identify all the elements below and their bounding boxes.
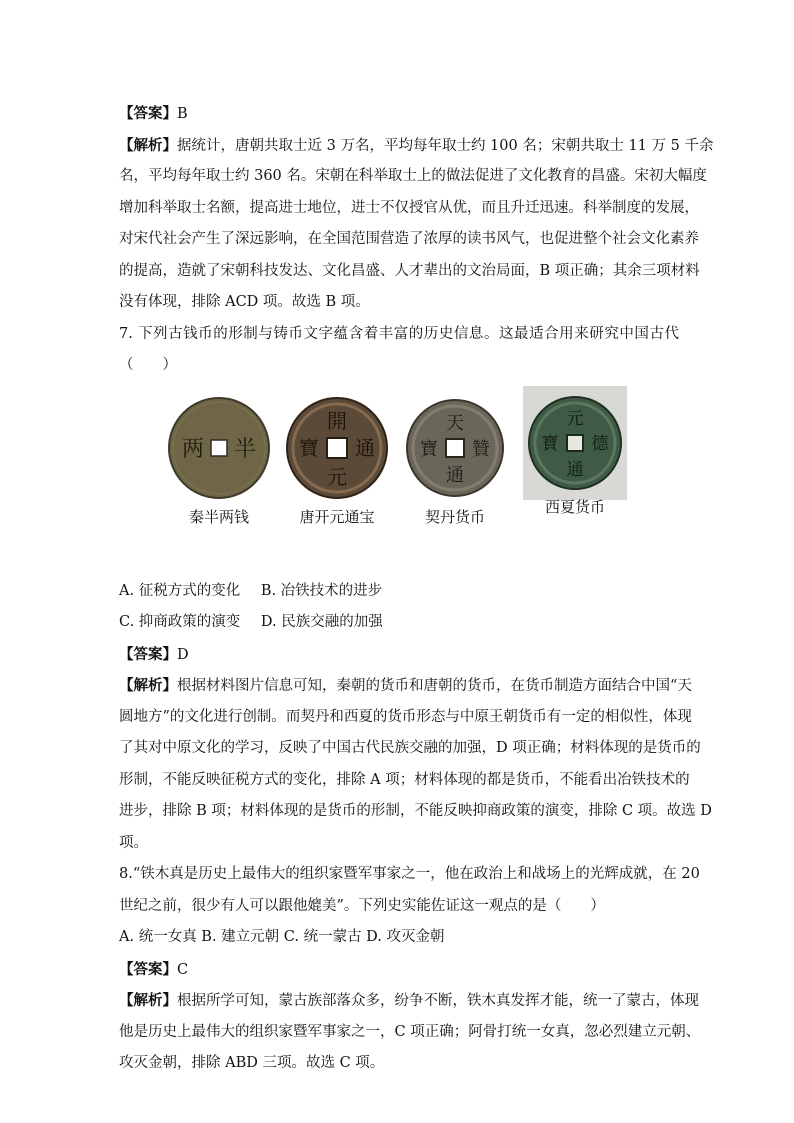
q6-analysis-line: 名，平均每年取士约 360 名。宋朝在科举取士上的做法促进了文化教育的昌盛。宋初大幅度 [119, 168, 707, 184]
q6-analysis-text: 据统计，唐朝共取士近 3 万名，平均每年取士约 100 名；宋朝共取士 11 万 5 千余 [177, 137, 714, 154]
coin-char: 元 [327, 464, 347, 489]
coin-caption: 契丹货币 [424, 507, 485, 526]
q6-answer-value: B [177, 106, 188, 122]
q6-answer-tag: 【答案】 [119, 105, 177, 122]
document-content [119, 98, 714, 1080]
q7-analysis-line: 圆地方”的文化进行创制。而契丹和西夏的货币形态与中原王朝货币有一定的相似性，体现 [119, 708, 692, 725]
q8-stem: 8.“铁木真是历史上最伟大的组织家暨军事家之一，他在政治上和战场上的光辉成就，在 20 [119, 866, 700, 882]
coin-image [523, 386, 627, 500]
coin-image [403, 396, 507, 500]
coin-image [285, 396, 389, 500]
coin-caption: 唐开元通宝 [299, 507, 375, 526]
q6-analysis-line: 没有体现，排除 ACD 项。故选 B 项。 [119, 294, 370, 310]
q7-analysis-line [119, 670, 692, 702]
q7-analysis-tag: 【解析】 [119, 677, 177, 694]
q6-analysis-line: 的提高，造就了宋朝科技发达、文化昌盛、人才辈出的文治局面，B 项正确；其余三项材料 [119, 262, 700, 279]
q7-answer-value: D [177, 646, 189, 663]
q6-analysis-tag: 【解析】 [119, 136, 177, 154]
q8-analysis-line [119, 985, 699, 1017]
q8-options: A. 统一女真 B. 建立元朝 C. 统一蒙古 D. 攻灭金朝 [119, 929, 445, 945]
q8-answer-tag: 【答案】 [119, 960, 177, 978]
q8-analysis-line: 攻灭金朝，排除 ABD 三项。故选 C 项。 [119, 1055, 385, 1071]
q7-options-row [119, 576, 679, 608]
q7-option-a: A. 征税方式的变化 [119, 582, 241, 599]
coin-qin-banliang [167, 396, 271, 527]
q7-analysis-text: 根据材料图片信息可知，秦朝的货币和唐朝的货币，在货币制造方面结合中国“天 [177, 678, 692, 694]
coin-western-xia [523, 386, 627, 517]
q7-answer-tag: 【答案】 [119, 645, 177, 663]
q8-answer [119, 954, 679, 986]
q7-analysis-line: 进步，排除 B 项；材料体现的是货币的形制，不能反映抑商政策的演变，排除 C 项。故选 D [119, 803, 712, 819]
coin-char: 寶 [541, 433, 559, 454]
coin-char: 通 [446, 464, 464, 486]
coin-char: 半 [233, 436, 257, 462]
q7-stem: 7. 下列古钱币的形制与铸币文字蕴含着丰富的历史信息。这最适合用来研究中国古代 [119, 325, 679, 342]
q8-answer-value: C [177, 961, 189, 978]
q7-option-b: B. 冶铁技术的进步 [260, 582, 383, 599]
coin-char: 两 [181, 436, 205, 462]
coin-char: 通 [355, 435, 375, 460]
coin-caption: 秦半两钱 [188, 507, 249, 526]
q8-analysis-text: 根据所学可知，蒙古族部落众多，纷争不断，铁木真发挥才能，统一了蒙古，体现 [177, 993, 699, 1009]
coin-char: 元 [566, 408, 584, 429]
coin-image [167, 396, 271, 500]
q6-analysis-line: 对宋代社会产生了深远影响，在全国范围营造了浓厚的读书风气，也促进整个社会文化素养 [119, 231, 699, 247]
coin-char: 贊 [472, 438, 490, 460]
q7-answer [119, 639, 679, 671]
q8-stem: 世纪之前，很少有人可以跟他媲美”。下列史实能佐证这一观点的是（ ） [119, 897, 605, 914]
q6-answer [119, 98, 679, 130]
q7-analysis-line: 项。 [119, 834, 148, 851]
q7-analysis-line: 了其对中原文化的学习，反映了中国古代民族交融的加强，D 项正确；材料体现的是货币的 [119, 740, 701, 756]
q6-analysis-line [119, 130, 714, 162]
q7-option-c: C. 抑商政策的演变 [119, 614, 241, 630]
coin-char: 寶 [299, 435, 319, 460]
coin-caption: 西夏货币 [544, 497, 605, 516]
q8-analysis-line: 他是历史上最伟大的组织家暨军事家之一，C 项正确；阿骨打统一女真，忽必烈建立元朝、 [119, 1023, 701, 1040]
coin-char: 開 [327, 408, 347, 433]
coin-char: 寶 [420, 438, 438, 460]
coin-tang-kaiyuan [285, 396, 389, 527]
coin-char: 德 [591, 433, 609, 454]
coin-char: 天 [446, 412, 464, 434]
coin-figure [119, 386, 679, 576]
coin-char: 通 [566, 459, 584, 480]
q7-analysis-line: 形制，不能反映征税方式的变化，排除 A 项；材料体现的都是货币，不能看出冶铁技术的 [119, 771, 690, 788]
q7-stem-bracket: （ ） [119, 357, 177, 373]
coin-khitan [403, 396, 507, 527]
q7-options-row [119, 607, 679, 639]
q6-analysis-line: 增加科举取士名额，提高进士地位，进士不仅授官从优，而且升迁迅速。科举制度的发展， [119, 199, 699, 216]
q8-analysis-tag: 【解析】 [119, 992, 177, 1009]
q7-option-d: D. 民族交融的加强 [260, 614, 383, 630]
